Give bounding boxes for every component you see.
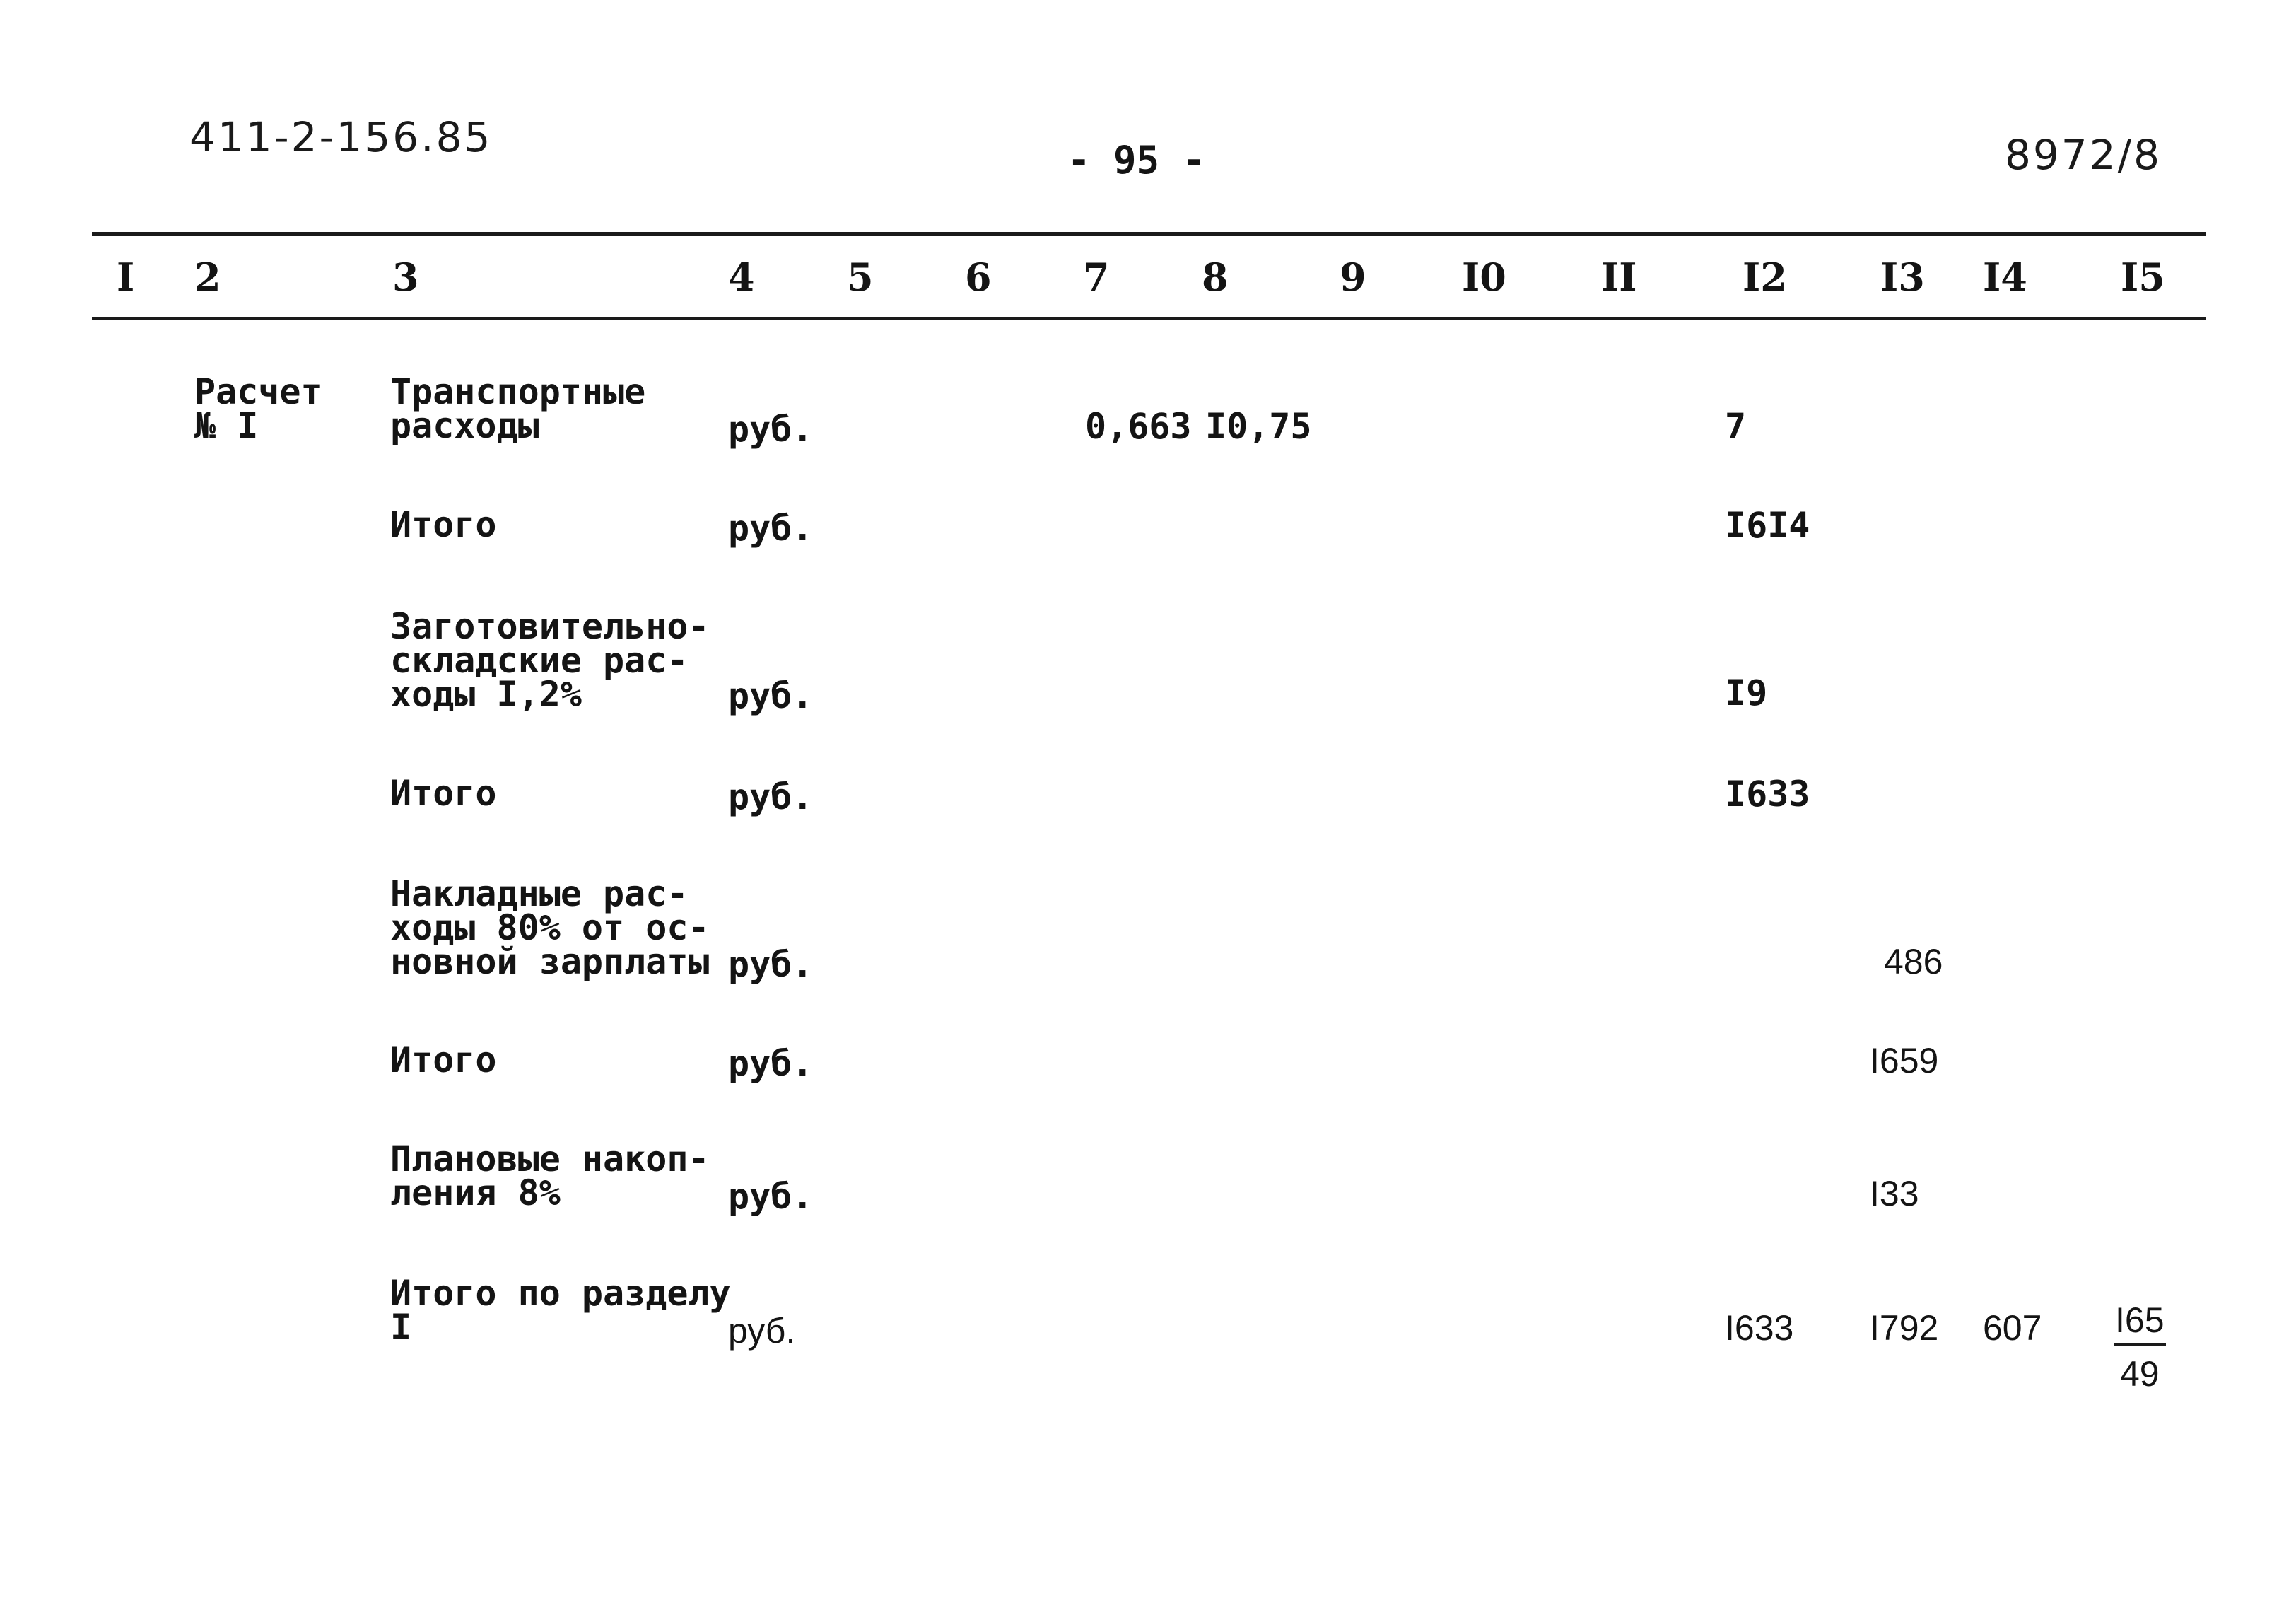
row-description-line: Итого по разделу [390,1273,731,1314]
row-value-col12: I9 [1725,672,1768,713]
row-value-col12: 7 [1725,406,1747,447]
fraction-denominator: 49 [2119,1354,2160,1394]
row-value-col12: I633 [1725,1308,1794,1348]
column-number-15: I5 [2121,255,2165,300]
row-description-line: Накладные рас- [390,873,689,914]
row-description-line: ления 8% [390,1172,561,1213]
row-description-line: I [390,1307,412,1348]
row-description-line: ходы I,2% [390,674,582,715]
column-number-11: II [1601,255,1637,300]
column-number-9: 9 [1340,255,1366,300]
row-description-procurement [390,606,710,715]
column-number-8: 8 [1202,255,1229,300]
column-number-3: 3 [392,255,419,300]
row-unit: руб. [728,508,814,549]
document-code: 411-2-156.85 [189,113,493,161]
row-description-line: Итого [390,1039,497,1080]
calculation-reference-line: Расчет [194,371,322,412]
page-number: - 95 - [1067,138,1206,182]
row-description-total [390,773,497,814]
row-description-line: Плановые накоп- [390,1138,710,1179]
row-unit: руб. [728,944,814,985]
row-description-line: складские рас- [390,640,689,681]
row-description-total [390,1039,497,1080]
row-description-line: Итого [390,504,497,545]
column-number-13: I3 [1880,255,1925,300]
row-description-line: ходы 80% от ос- [390,907,710,948]
row-description-section-total [390,1273,731,1348]
row-value-col13: I33 [1870,1174,1919,1213]
row-description-planned-savings [390,1138,710,1213]
row-description-overhead [390,873,710,982]
row-unit: руб. [728,675,814,716]
row-description-line: Транспортные [390,371,646,412]
column-number-1: I [117,255,135,300]
row-value-col8: I0,75 [1205,406,1312,447]
row-value-col14: 607 [1983,1308,2042,1348]
calculation-reference [194,371,322,446]
calculation-reference-line: № I [194,405,259,446]
row-description-line: Заготовительно- [390,606,710,647]
row-value-col12: I633 [1725,774,1810,815]
table-top-rule [92,232,2206,236]
column-number-6: 6 [965,255,992,300]
column-number-12: I2 [1742,255,1787,300]
row-description-transport [390,371,646,446]
row-value-col7: 0,663 [1085,406,1192,447]
row-unit: руб. [728,1043,814,1084]
column-number-5: 5 [847,255,874,300]
table-header-rule [92,317,2206,320]
row-unit: руб. [728,776,814,817]
row-description-line: расходы [390,405,539,446]
row-description-line: Итого [390,773,497,814]
fraction-numerator: I65 [2114,1300,2166,1346]
column-number-14: I4 [1983,255,2027,300]
row-value-col15-fraction [2114,1300,2166,1394]
row-value-col12: I6I4 [1725,505,1810,546]
row-unit: руб. [728,409,814,450]
row-description-line: новной зарплаты [390,941,710,982]
row-value-col13: 486 [1884,942,1943,981]
row-unit: руб. [728,1311,796,1351]
sheet-code: 8972/8 [2005,131,2162,179]
row-unit: руб. [728,1176,814,1217]
row-value-col13: I792 [1870,1308,1939,1348]
column-number-10: I0 [1462,255,1506,300]
column-number-2: 2 [194,255,221,300]
column-number-7: 7 [1083,255,1110,300]
row-value-col13: I659 [1870,1041,1939,1080]
row-description-total [390,504,497,545]
column-number-4: 4 [728,255,755,300]
